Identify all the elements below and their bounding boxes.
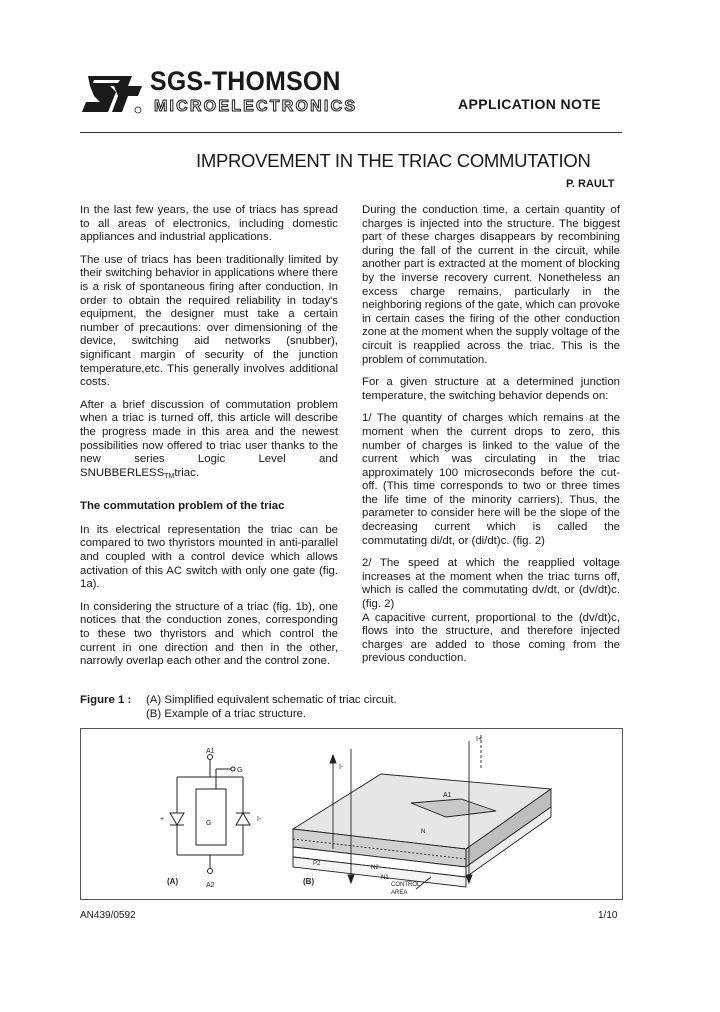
page-number: 1/10	[598, 910, 618, 921]
structure-b	[293, 735, 551, 889]
caption-b: (B) Example of a triac structure.	[146, 708, 307, 720]
label-i-minus-b: I-	[339, 764, 344, 771]
paragraph: 2/ The speed at which the reapplied voltage increases at the moment when the triac turns off, which is called the commutating dv/dt, or (dv/dt)c. (fig. 2)	[362, 557, 620, 611]
document-id: AN439/0592	[80, 910, 136, 921]
column-right	[362, 204, 620, 675]
paragraph	[80, 399, 338, 484]
column-left	[80, 204, 338, 678]
paragraph: A capacitive current, proportional to the (dv/dt)c, flows into the structure, and therefore injected charges are added to those coming from the previous conduction.	[362, 611, 620, 665]
paragraph: During the conduction time, a certain quantity of charges is injected into the structure. The biggest part of these charges disappears by recombining during the fall of the current in the circuit, while another part is extracted at the moment of blocking by the inverse recovery current. Nonetheless an excess charge remains, particularly in the neighboring regions of the gate, which can provoke in certain cases the firing of the other conduction zone at the moment when the supply voltage of the circuit is reapplied across the triac. This is the problem of commutation.	[362, 204, 620, 366]
paragraph: In considering the structure of a triac (fig. 1b), one notices that the conduction zones, corresponding to these two thyristors and which control the current in one direction and then in the other, narrowly overlap each other and the control zone.	[80, 600, 338, 668]
author: P. RAULT	[566, 178, 615, 190]
label-gate-box: G	[206, 820, 212, 827]
figure-1	[80, 728, 623, 900]
tag-b: (B)	[303, 877, 315, 886]
caption-a: (A) Simplified equivalent schematic of triac circuit.	[146, 694, 397, 706]
paragraph: 1/ The quantity of charges which remains at the moment when the current drops to zero, this number of charges is linked to the value of the current which was circulating in the triac approximately 100 microseconds before the cut-off. (This time corresponds to two or three times the life time of the minority carriers). Thus, the parameter to consider here will be the slope of the decreasing current which is called the commutating di/dt, or (di/dt)c. (fig. 2)	[362, 412, 620, 547]
section-heading: The commutation problem of the triac	[80, 500, 285, 513]
label-plus: +	[160, 816, 165, 823]
label-n: N	[421, 829, 426, 835]
paragraph: For a given structure at a determined junction temperature, the switching behavior depends on:	[362, 376, 620, 402]
label-n2: N2	[371, 865, 379, 871]
paragraph: In the last few years, the use of triacs has spread to all areas of electronics, including domestic appliances and industrial applications.	[80, 204, 338, 244]
company-name: SGS-THOMSON	[150, 66, 341, 96]
figure-drawing	[81, 729, 622, 899]
division-name: MICROELECTRONICS	[154, 98, 358, 115]
label-n1: N1	[381, 875, 389, 881]
label-i-minus: I-	[257, 816, 262, 823]
paragraph: The use of triacs has been traditionally limited by their switching behavior in applications where there is a risk of spontaneous firing after conduction. In order to obtain the required reliability in today's equipment, the designer must take a certain number of precautions: over dimensioning of the device, switching aid networks (snubber), significant margin of security of the junction temperature,etc. This generally involves additional costs.	[80, 253, 338, 389]
control-area-label-2: AREA	[391, 890, 408, 896]
label-g: G	[237, 767, 243, 774]
paragraph: In its electrical representation the triac can be compared to two thyristors mounted in anti-parallel and coupled with a control device which allows activation of this AC switch with only one gate (fig. 1a).	[80, 523, 338, 591]
paragraph-text: After a brief discussion of commutation problem when a triac is turned off, this article will describe the progress made in this area and the newest possibilities now offered to triac user thanks to the new series Logic Level and SNUBBERLESS	[80, 398, 338, 479]
st-logo	[80, 70, 144, 116]
page-title: IMPROVEMENT IN THE TRIAC COMMUTATION	[196, 150, 591, 171]
label-a2: A2	[206, 882, 215, 889]
tag-a: (A)	[167, 877, 179, 886]
control-area-label: CONTROL	[391, 882, 421, 888]
label-a1-b: A1	[443, 792, 452, 799]
paragraph-end: triac.	[174, 466, 199, 479]
label-i-plus-b: I+	[476, 736, 483, 743]
figure-caption	[80, 693, 397, 721]
label-p2: P2	[313, 861, 321, 867]
header-divider	[80, 132, 622, 133]
figure-label: Figure 1 :	[80, 694, 132, 706]
label-a1: A1	[206, 748, 215, 755]
document-type: APPLICATION NOTE	[458, 96, 602, 112]
trademark: TM	[164, 472, 175, 480]
